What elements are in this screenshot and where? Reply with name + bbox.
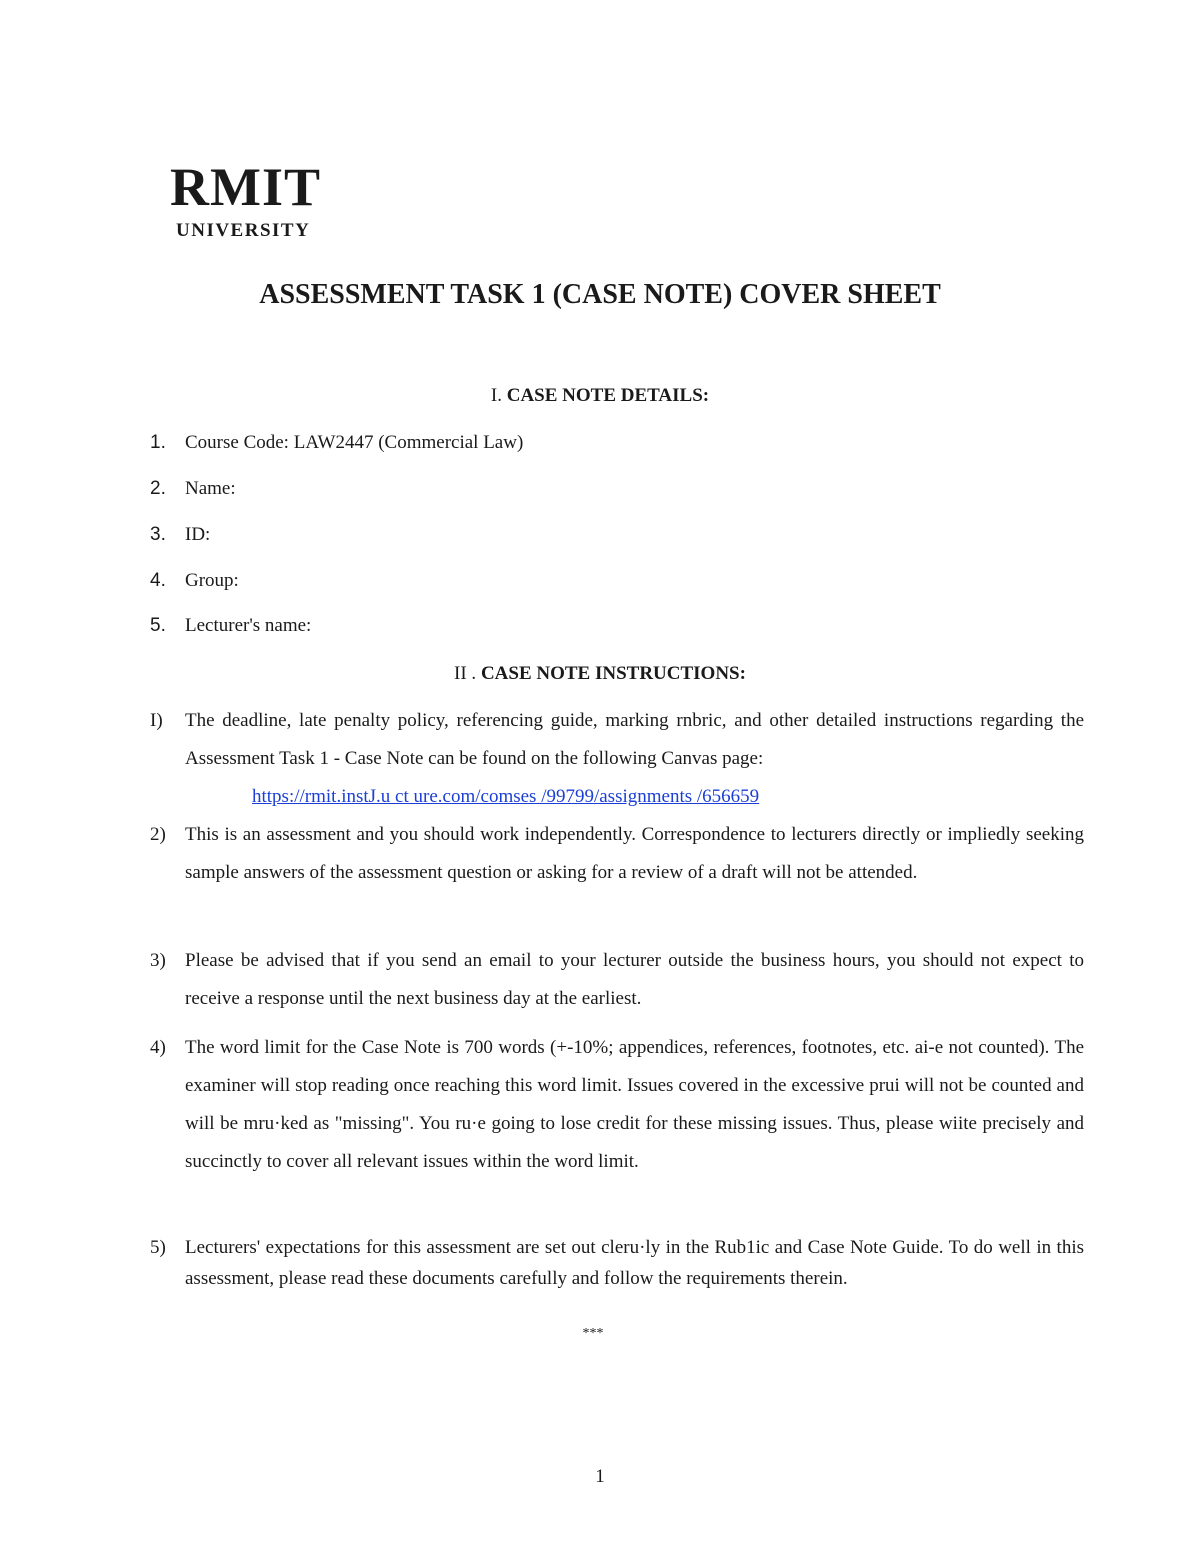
canvas-page-link[interactable]: https://rmit.instJ.u ct ure.com/comses /99799/assignments /656659 <box>252 786 760 807</box>
page-title: ASSESSMENT TASK 1 (CASE NOTE) COVER SHEET <box>259 279 941 310</box>
instruction-number: I) <box>150 710 163 731</box>
detail-item-text: Course Code: LAW2447 (Commercial Law) <box>185 432 524 453</box>
end-marker: *** <box>582 1326 604 1341</box>
instruction-item-1 <box>150 702 1084 778</box>
detail-item-number: 2. <box>150 478 166 499</box>
detail-item-number: 5. <box>150 615 166 636</box>
instruction-item-3 <box>150 942 1084 1018</box>
instruction-number: 2) <box>150 824 166 845</box>
logo-rmit: RMIT <box>170 157 321 217</box>
logo-university: UNIVERSITY <box>176 220 311 241</box>
section-heading-instructions-text: CASE NOTE INSTRUCTIONS: <box>480 663 746 684</box>
detail-item-id <box>150 524 210 547</box>
detail-item-group <box>150 570 239 593</box>
detail-item-number: 4. <box>150 570 166 591</box>
instruction-text: Please be advised that if you send an email to your lecturer outside the business hours, you should not expect to receive a response until the next business day at the earliest. <box>185 950 1084 1009</box>
instruction-number: 3) <box>150 950 166 971</box>
instruction-number: 4) <box>150 1037 166 1058</box>
instruction-item-2 <box>150 816 1084 892</box>
section-heading-instructions <box>0 663 1200 686</box>
section-heading-details-text: CASE NOTE DETAILS: <box>506 385 710 406</box>
detail-item-text: Group: <box>185 570 239 591</box>
instruction-text: Lecturers' expectations for this assessment are set out cleru·ly in the Rub1ic and Case Note Guide. To do well in this assessment, please read these documents carefully and follow the requirements therein. <box>185 1237 1084 1289</box>
page-number: 1 <box>595 1466 605 1487</box>
instruction-item-4 <box>150 1029 1084 1181</box>
instruction-text: The deadline, late penalty policy, referencing guide, marking rnbric, and other detailed instructions regarding the Assessment Task 1 - Case Note can be found on the following Canvas page: <box>185 710 1084 769</box>
section-heading-instructions-prefix: II . <box>454 663 477 684</box>
instruction-text: This is an assessment and you should work independently. Correspondence to lecturers directly or impliedly seeking sample answers of the assessment question or asking for a review of a draft will not be attended. <box>185 824 1084 883</box>
detail-item-number: 1. <box>150 432 166 453</box>
detail-item-number: 3. <box>150 524 166 545</box>
section-heading-details <box>0 385 1200 408</box>
detail-item-text: Lecturer's name: <box>185 615 312 636</box>
detail-item-course-code <box>150 432 523 455</box>
detail-item-name <box>150 478 236 501</box>
instruction-number: 5) <box>150 1237 166 1258</box>
detail-item-text: Name: <box>185 478 236 499</box>
detail-item-text: ID: <box>185 524 211 545</box>
instruction-item-5 <box>150 1232 1084 1294</box>
section-heading-details-prefix: I. <box>490 385 502 406</box>
detail-item-lecturer <box>150 615 311 638</box>
instruction-text: The word limit for the Case Note is 700 words (+-10%; appendices, references, footnotes, etc. ai-e not counted). The examiner will stop reading once reaching this word limit. Issues covered in the excessive prui will not be counted and will be mru·ked as "missing". You ru·e going to lose credit for these missing issues. Thus, please wiite precisely and succinctly to cover all relevant issues within the word limit. <box>185 1037 1084 1172</box>
